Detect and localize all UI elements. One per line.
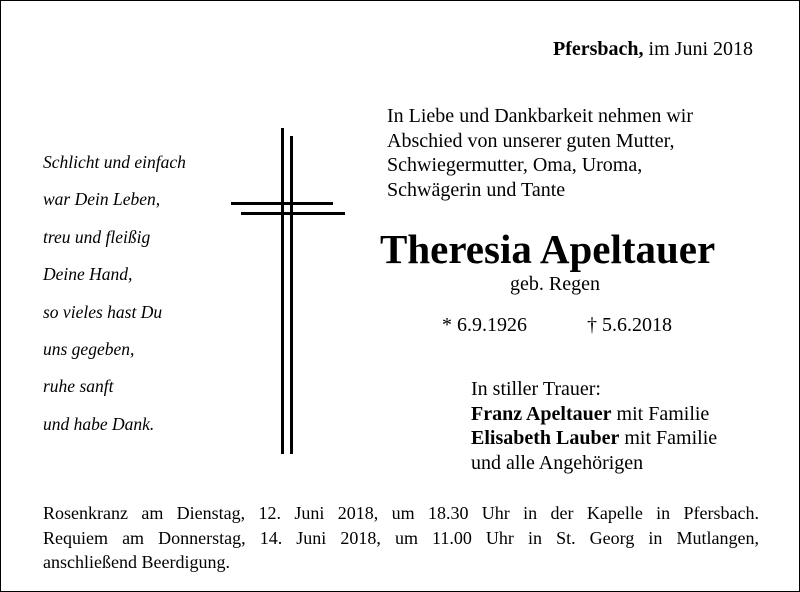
intro-text [387,104,693,202]
mourners-closing: und alle Angehörigen [471,451,644,474]
date: im Juni 2018 [648,38,753,60]
mourner-suffix: mit Familie [619,427,718,449]
poem-line: Schlicht und einfach [43,152,186,172]
poem-line: Deine Hand, [43,264,133,285]
cross-vertical-bar [290,136,293,454]
cross-vertical-bar [281,128,284,454]
intro-line: Schwägerin und Tante [387,178,566,201]
intro-line: In Liebe und Dankbarkeit nehmen wir [387,105,694,127]
deceased-name: Theresia Apeltauer [380,226,716,272]
service-line: Requiem am Donnerstag, 14. Juni 2018, um 11.00 Uhr in St. Georg in Mutlangen, [43,527,759,548]
poem-line: so vieles hast Du [43,301,163,322]
poem [43,149,186,448]
service-line: Rosenkranz am Dienstag, 12. Juni 2018, um 18.30 Uhr in der Kapelle in Pfersbach. [43,503,759,523]
place: Pfersbach, [553,38,644,60]
intro-line: Schwiegermutter, Oma, Uroma, [387,154,643,176]
mourner-suffix: mit Familie [611,402,710,425]
cross-icon [231,128,345,454]
cross-horizontal-bar [241,212,345,215]
poem-line: war Dein Leben, [43,189,161,210]
mourner-name: Elisabeth Lauber [471,427,620,449]
place-date [553,38,753,61]
mourner-name: Franz Apeltauer [471,402,612,425]
service-line: anschließend Beerdigung. [43,552,230,572]
maiden-name: geb. Regen [510,273,600,295]
mourner-line [471,426,717,451]
mourner-line [471,402,717,427]
intro-line: Abschied von unserer guten Mutter, [387,129,675,152]
poem-line: ruhe sanft [43,376,114,397]
birth-date: * 6.9.1926 [442,314,527,336]
poem-line: treu und fleißig [43,226,151,247]
death-date: † 5.6.2018 [587,314,672,336]
mourners-intro: In stiller Trauer: [471,378,601,400]
service-info [43,501,759,575]
mourners [471,377,717,475]
poem-line: und habe Dank. [43,413,155,434]
cross-horizontal-bar [231,202,333,205]
poem-line: uns gegeben, [43,338,135,359]
